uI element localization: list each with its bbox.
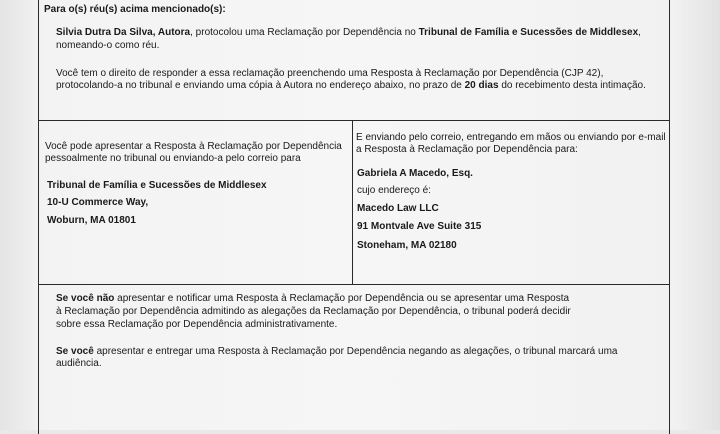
firm-city: Stoneham, MA 02180 [357, 240, 457, 251]
firm-name: Macedo Law LLC [357, 203, 439, 214]
attorney-name: Gabriela A Macedo, Esq. [357, 168, 473, 179]
defendant-heading: Para o(s) réu(s) acima mencionado(s): [44, 4, 226, 15]
default-paragraph-line1: Se você não apresentar e notificar uma Resposta à Reclamação por Dependência ou se apresentar uma Resposta [56, 293, 570, 304]
court-filing-line1: Você pode apresentar a Resposta à Reclamação por Dependência [45, 141, 342, 152]
default-paragraph-line2: à Reclamação por Dependência admitindo as alegações da Reclamação por Dependência, o tribunal poderá decidir [56, 306, 571, 317]
hearing-paragraph-line1: Se você apresentar e entregar uma Resposta à Reclamação por Dependência negando as alegações, o tribunal marcará uma [56, 346, 618, 357]
complaint-sentence: Silvia Dutra Da Silva, Autora, protocolou uma Reclamação por Dependência no Tribunal de Família e Sucessões de Middlesex, [56, 27, 641, 38]
court-name: Tribunal de Família e Sucessões de Middlesex [47, 180, 267, 191]
court-street: 10-U Commerce Way, [47, 197, 149, 208]
court-city: Woburn, MA 01801 [47, 215, 136, 226]
column-divider [352, 120, 353, 285]
response-right-line1: Você tem o direito de responder a essa reclamação preenchendo uma Resposta à Reclamação por Dependência (CJP 42), [56, 68, 604, 79]
notice-section [38, 0, 670, 121]
attorney-delivery-line2: a Resposta à Reclamação por Dependência para: [356, 144, 578, 155]
firm-street: 91 Montvale Ave Suite 315 [357, 221, 482, 232]
court-filing-line2: pessoalmente no tribunal ou enviando-a pelo correio para [45, 153, 301, 164]
default-paragraph-line3: sobre essa Reclamação por Dependência administrativamente. [56, 319, 338, 330]
complaint-sentence-line2: nomeando-o como réu. [56, 40, 160, 51]
attorney-delivery-line1: E enviando pelo correio, entregando em mãos ou enviando por e-mail [356, 132, 666, 143]
response-right-line2: protocolando-a no tribunal e enviando uma cópia à Autora no endereço abaixo, no prazo de 20 dias do recebimento desta intimação. [56, 80, 646, 91]
address-label: cujo endereço é: [357, 185, 431, 196]
hearing-paragraph-line2: audiência. [56, 358, 102, 369]
